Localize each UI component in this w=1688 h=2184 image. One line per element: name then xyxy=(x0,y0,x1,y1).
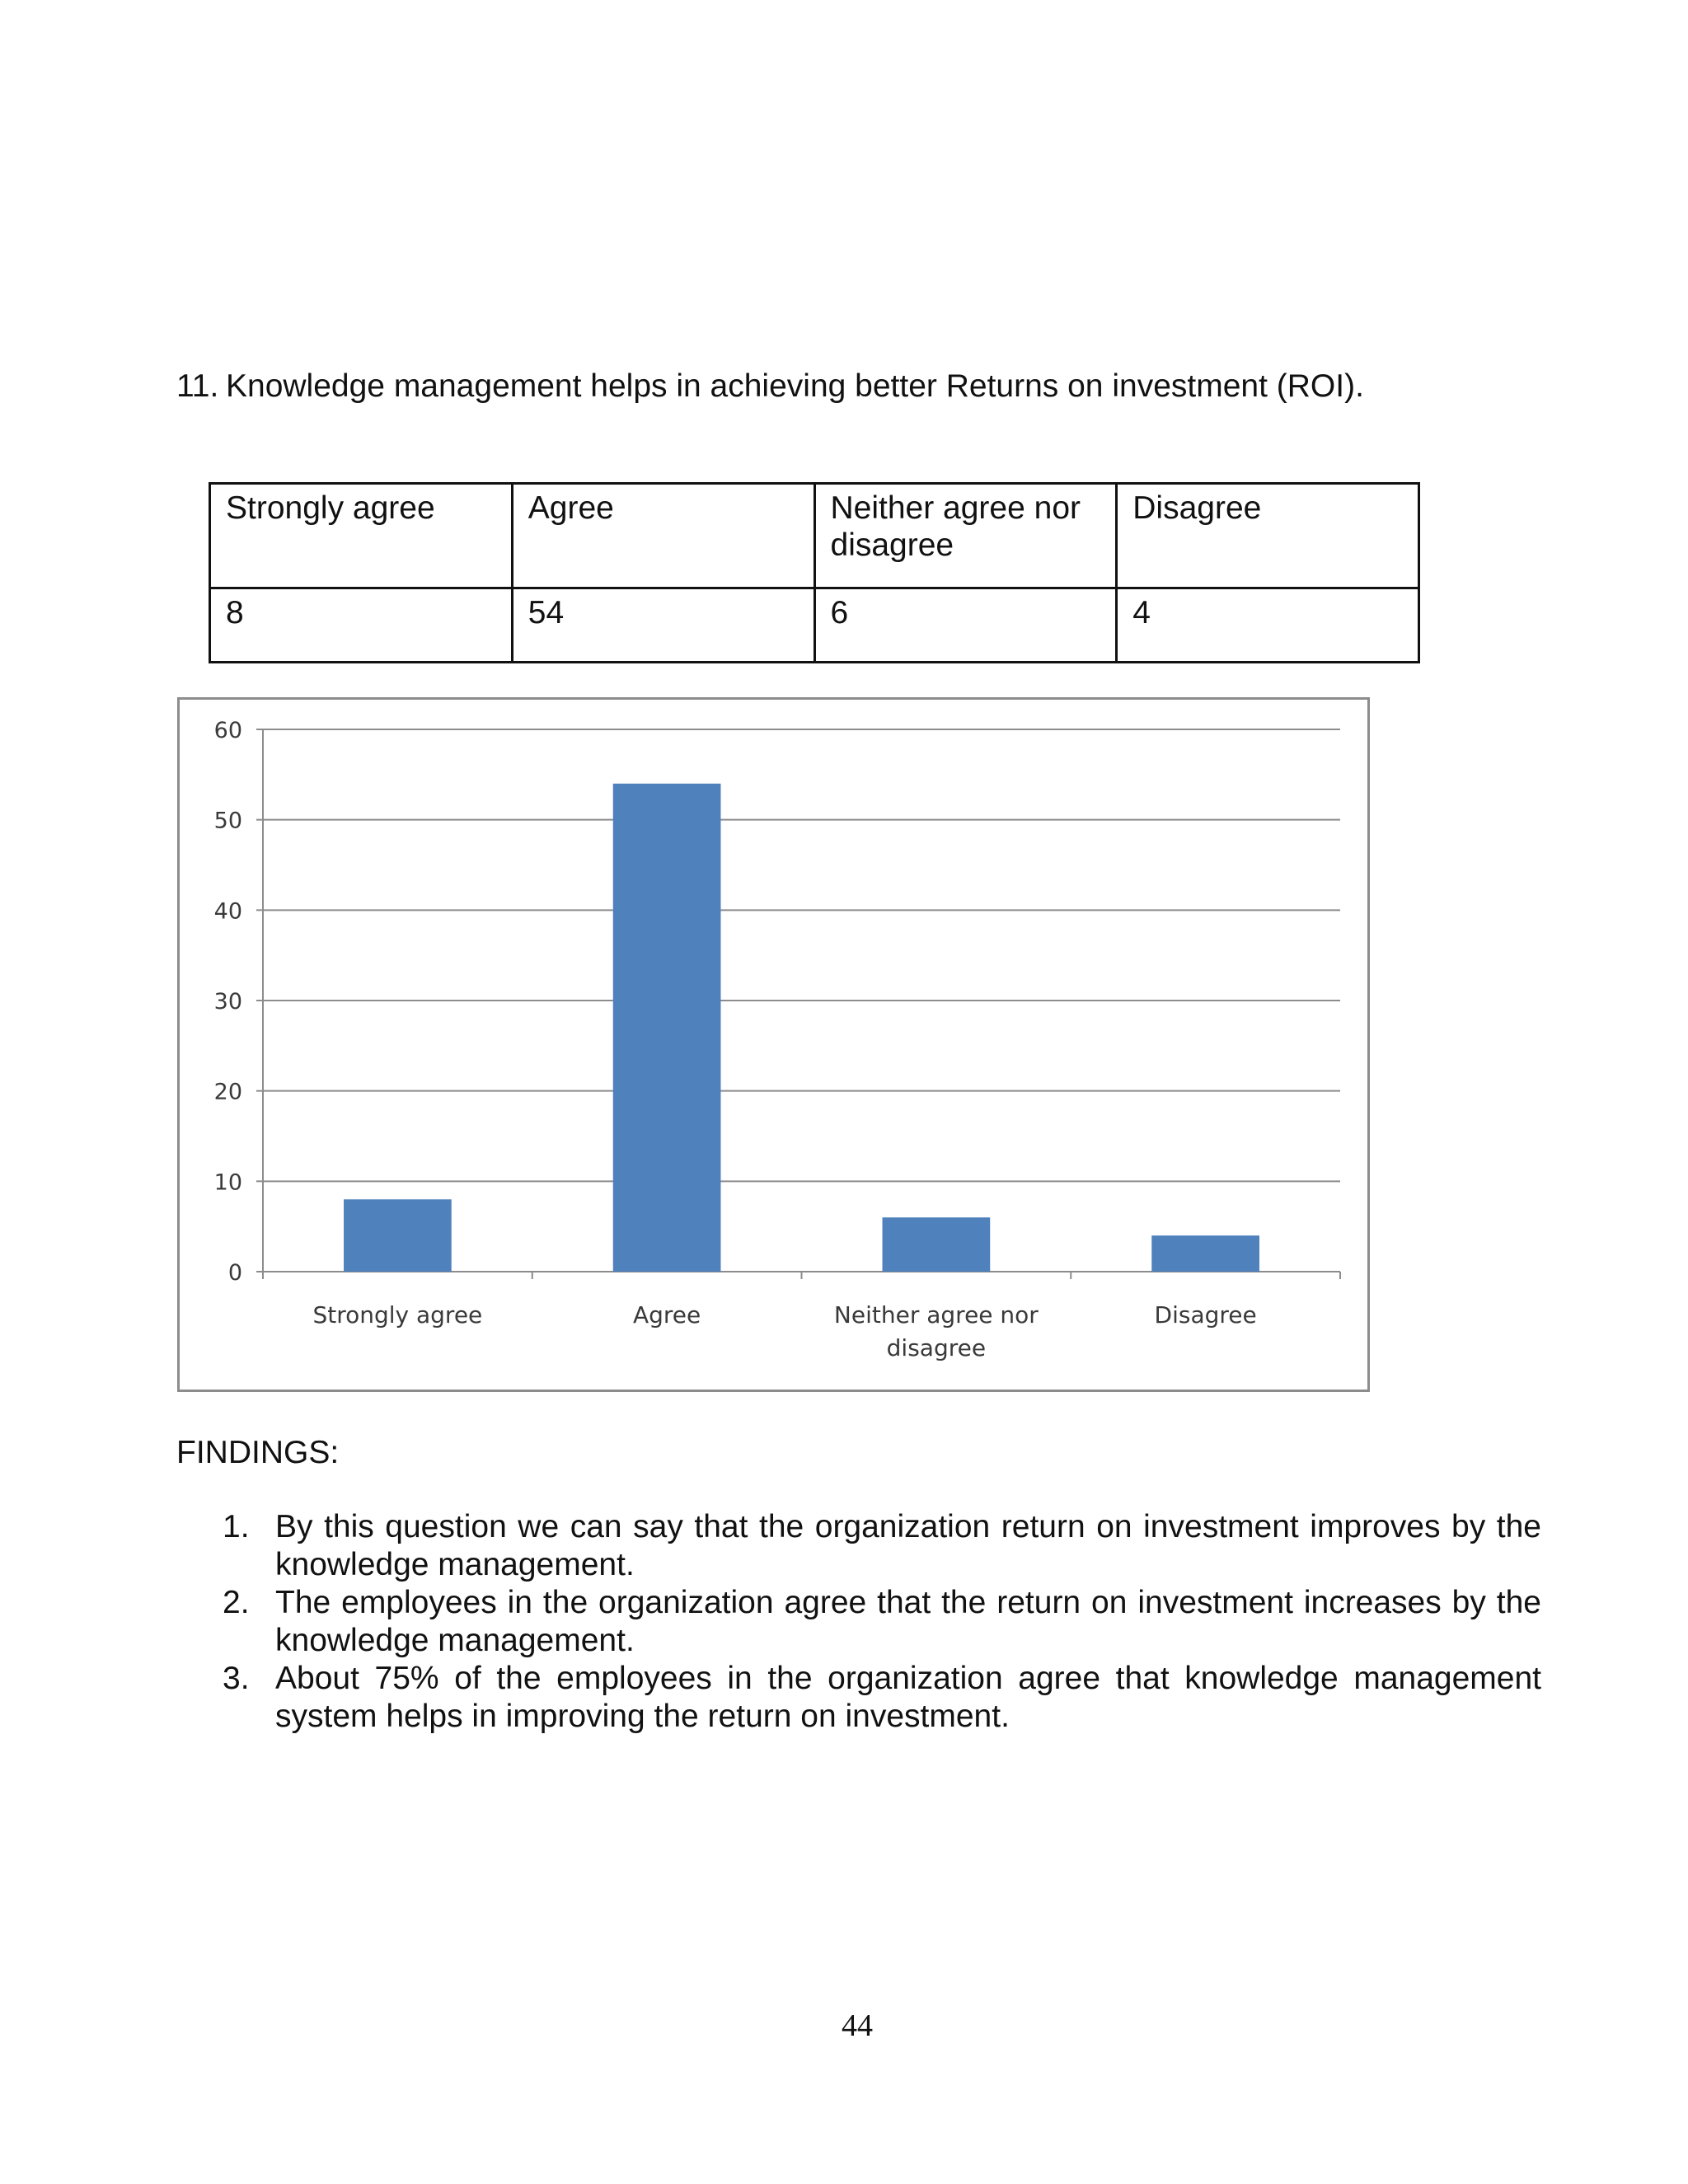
question-number: 11. xyxy=(176,368,219,404)
finding-text: The employees in the organization agree that the return on investment increases by the knowledge management. xyxy=(275,1585,1541,1658)
bar xyxy=(883,1217,991,1272)
y-tick-label: 40 xyxy=(213,898,242,925)
y-tick-label: 0 xyxy=(227,1260,242,1286)
findings-list xyxy=(223,1508,1541,1736)
y-tick-label: 10 xyxy=(213,1169,242,1196)
bar-chart xyxy=(177,697,1370,1392)
question-heading xyxy=(176,365,1578,408)
question-text: Knowledge management helps in achieving better Returns on investment (ROI). xyxy=(226,368,1364,404)
x-tick-label: Agree xyxy=(632,1301,701,1329)
y-tick-label: 60 xyxy=(213,718,242,743)
finding-marker: 1. xyxy=(223,1509,250,1544)
finding-marker: 3. xyxy=(223,1661,250,1696)
y-tick-label: 30 xyxy=(213,989,242,1015)
table-header-cell: Strongly agree xyxy=(210,484,513,588)
page-number: 44 xyxy=(842,2008,873,2043)
bar xyxy=(344,1199,452,1272)
table-value-cell: 4 xyxy=(1117,588,1419,663)
table-header-row xyxy=(210,484,1419,588)
finding-marker: 2. xyxy=(223,1585,250,1620)
finding-text: By this question we can say that the organization return on investment improves by the knowledge management. xyxy=(275,1509,1541,1582)
table-value-row xyxy=(210,588,1419,663)
bar-chart-svg xyxy=(180,700,1367,1390)
finding-item xyxy=(223,1584,1541,1660)
table-value-cell: 8 xyxy=(210,588,513,663)
finding-item xyxy=(223,1508,1541,1584)
finding-text: About 75% of the employees in the organization agree that knowledge management system helps in improving the return on investment. xyxy=(275,1661,1541,1734)
table-header-cell: Disagree xyxy=(1117,484,1419,588)
table-header-cell: Agree xyxy=(512,484,814,588)
findings-title: FINDINGS: xyxy=(176,1435,340,1470)
finding-item xyxy=(223,1660,1541,1736)
bar xyxy=(613,784,721,1272)
x-tick-label: Disagree xyxy=(1154,1301,1257,1329)
bar xyxy=(1151,1235,1259,1272)
response-table xyxy=(209,482,1420,663)
x-tick-label: disagree xyxy=(886,1334,987,1361)
table-value-cell: 6 xyxy=(814,588,1117,663)
x-tick-label: Neither agree nor xyxy=(833,1301,1039,1329)
table-header-cell: Neither agree nor disagree xyxy=(814,484,1117,588)
table-value-cell: 54 xyxy=(512,588,814,663)
y-tick-label: 20 xyxy=(213,1079,242,1105)
y-tick-label: 50 xyxy=(213,808,242,834)
x-tick-label: Strongly agree xyxy=(312,1301,483,1329)
